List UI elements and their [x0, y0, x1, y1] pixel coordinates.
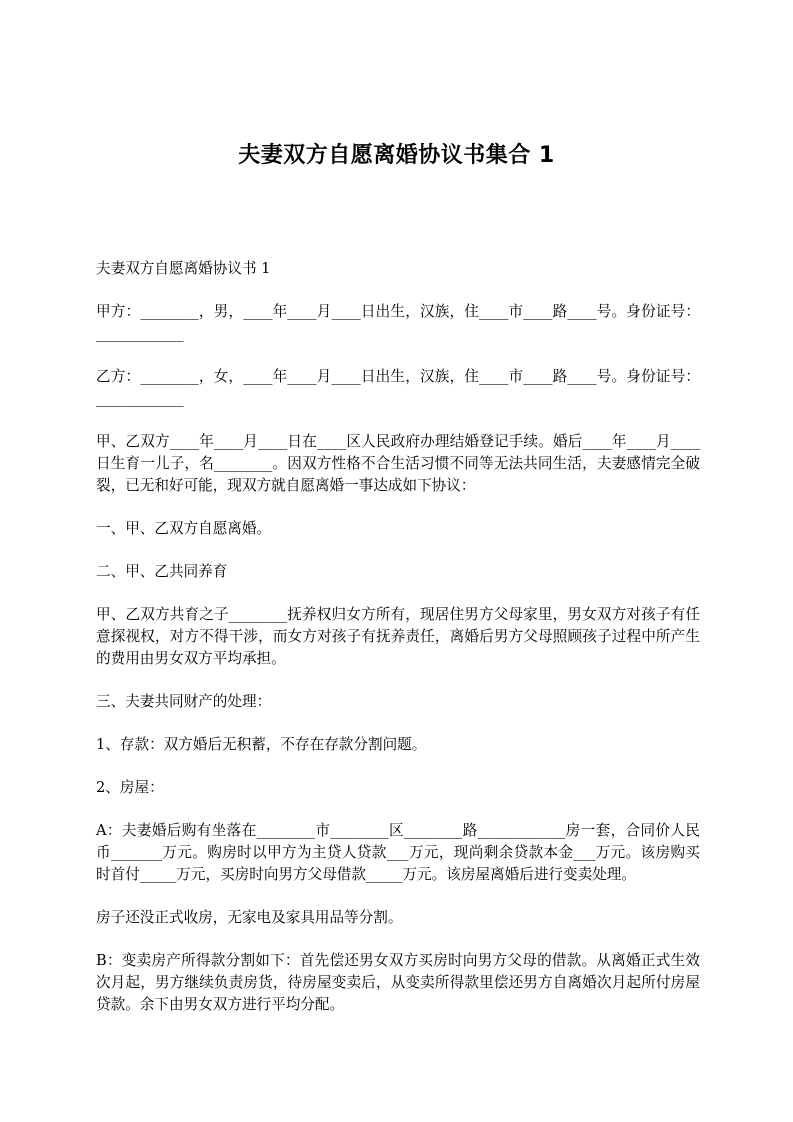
document-body: [96, 258, 700, 1037]
housing-a-paragraph: A：夫妻婚后购有坐落在________市________区________路____________房一套，合同价人民币_______万元。购房时以甲方为主贷人贷款___万元，现尚剩余贷款本金___万元。该房购买时首付_____万元，买房时向男方父母借款_____万元。该房屋离婚后进行变卖处理。: [96, 822, 700, 883]
housing-b-paragraph: B：变卖房产所得款分割如下：首先偿还男女双方买房时向男方父母的借款。从离婚正式生效次月起，男方继续负责房货，待房屋变卖后，从变卖所得款里偿还男方自离婚次月起所付房屋贷款。余下由男女双方进行平均分配。: [96, 952, 700, 1013]
document-title: 夫妻双方自愿离婚协议书集合 1: [238, 143, 555, 168]
section-heading: 夫妻双方自愿离婚协议书 1: [96, 260, 271, 277]
party-a-paragraph: 甲方：________，男，____年____月____日出生，汉族，住____市____路____号。身份证号：____________: [96, 303, 700, 342]
marriage-background-paragraph: 甲、乙双方____年____月____日在____区人民政府办理结婚登记手续。婚后____年____月____日生育一儿子，名________。因双方性格不合生活习惯不同等无法共同生活，夫妻感情完全破裂，已无和好可能，现双方就自愿离婚一事达成如下协议：: [96, 433, 700, 494]
party-b-paragraph: 乙方：________，女，____年____月____日出生，汉族，住____市____路____号。身份证号：____________: [96, 368, 700, 407]
housing-heading: 2、房屋：: [96, 779, 164, 796]
savings-paragraph: 1、存款：双方婚后无积蓄，不存在存款分割问题。: [96, 736, 427, 753]
child-custody-paragraph: 甲、乙双方共育之子________抚养权归女方所有，现居住男方父母家里，男女双方对孩子有任意探视权，对方不得干涉，而女方对孩子有抚养责任，离婚后男方父母照顾孩子过程中所产生的费用由男女双方平均承担。: [96, 606, 700, 667]
furniture-paragraph: 房子还没正式收房，无家电及家具用品等分割。: [96, 909, 403, 926]
clause-three-heading: 三、夫妻共同财产的处理：: [96, 693, 272, 710]
clause-one: 一、甲、乙双方自愿离婚。: [96, 520, 272, 537]
clause-two-heading: 二、甲、乙共同养育: [96, 563, 228, 580]
